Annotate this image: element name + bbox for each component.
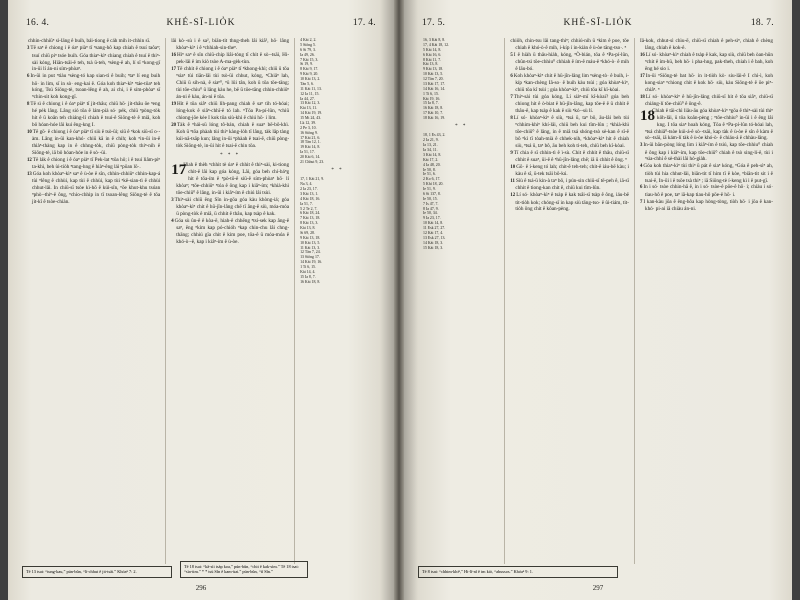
verse-number: 6	[510, 73, 513, 79]
crossref-line: 6 Si 137, 8.	[423, 191, 441, 196]
crossref-line: 10 Kài 13, 5.	[423, 72, 444, 77]
crossref-line: 5 Siōng 5.	[300, 42, 316, 47]
crossref-line: 10 Kài 14, 8.	[423, 221, 444, 226]
crossref-line: Ia 51, 17.	[300, 150, 315, 155]
right-column-crossrefs	[418, 38, 504, 564]
left-column-text-1	[22, 38, 165, 564]
crossref-line: 9 Kài 13, 18.	[423, 67, 444, 72]
crossref-line: 12 Kài 17, 4.	[423, 230, 444, 235]
verse	[510, 94, 629, 115]
verse	[640, 142, 773, 163]
crossref-line: Kài 19, 16.	[423, 96, 441, 101]
verse-number: 7	[510, 94, 513, 100]
crossref-line: 20 Kài 6, 14.	[300, 155, 321, 159]
crossref-line: 2 Ia 23, 17.	[300, 187, 318, 191]
verse-number: 12	[27, 157, 32, 163]
verse-number: 3	[171, 197, 174, 203]
crossref-line: 16, 3 Kài 8, 8.	[423, 38, 446, 42]
left-running-head-right: 17. 4.	[352, 18, 376, 28]
left-page-columns	[22, 38, 380, 564]
crossref-line: Ie 50, 8.	[423, 167, 436, 172]
crossref-line: 13 Esk 27, 13.	[423, 235, 446, 240]
crossref-line: 9 Kài 13, 18.	[300, 235, 321, 240]
verse-text: Lí só· khòaⁿ-kìⁿ ê siù, ⁿtsá ū, taⁿ bô, āu-lâi beh tùi ⁿchhim-khiⁿ khí-lâi, chiū beh kui tîm-lûn ; ⁿkhià-khì tōe-chiū⁰ ê lâng, in ê miâ tsá shóng-tsò sè-kan ê sî-ê bô ⁿkì tī tòah-mià ê chhek-nih, ⁿkhòaⁿ-kìⁿ hit ê chiah siù, ⁿtsá ū, taⁿ bô, āu beh koh ti-teh, chiū beh kî-kòai.	[513, 114, 629, 149]
verse-text: Tē chhit ê chiong i ê óaⁿ piàⁿ tī ⁿkhong-khì; chiū ū tōa ⁿsiaⁿ tùi tiān-lāi tùi tsò-ūi chhut, kóng, ⁿChiâⁿ lah, Chiū ū sih-nà, ê siaⁿ⁰, ⁿū lûi tân, koh ū tōa tōe-tāng; tùi tōe-chiu⁰ ū lâng kàu he, bē ū tōe-tāng chhin-chhiūⁿ án-ni ê kàu, án-ni ê tōa.	[176, 65, 290, 100]
verse-number: 10	[27, 130, 32, 136]
chapter-number: 17	[171, 162, 187, 179]
crossref-line: 2 Pe 3, 10.	[300, 125, 317, 130]
crossref-line: 3 Kài 13, 1.	[300, 191, 319, 196]
crossref-line: 11 Kài 13, 3.	[300, 245, 321, 250]
verse-number: 4	[639, 164, 643, 170]
verse	[510, 52, 629, 73]
left-folio: 296	[195, 584, 207, 592]
crossref-line: 14 Kài 16, 14.	[423, 86, 446, 91]
verse	[640, 94, 773, 108]
verse	[27, 129, 160, 157]
verse-text: Siù ê tsá-ū kin-à taⁿ bô, i pún-sin chiū-sī tē-peh ê, iā-sī chhit ê tiong-kan chit ê, chiū kui tîm-lûn.	[515, 178, 629, 192]
crossref-line: 15 Kài 18, 3.	[423, 245, 444, 250]
verse-text: Tī chia ê sī chhin-tì ê ì-sù. Chit ê chhit ê thâu, chiū-sī chhit ê suaⁿ, ūi-ê ê ⁿhū-jîn-lâng chē; iā ū chhit ê ông. ⁿ	[513, 149, 629, 163]
crossref-line: 10 Kài 13, 2.	[300, 77, 321, 81]
crossref-line: 12 Ia 11, 15.	[300, 91, 320, 96]
crossref-line: 16 Kài 18, 8.	[423, 106, 444, 111]
verse-number: 4	[171, 218, 174, 224]
verse	[171, 122, 289, 150]
verse-text: Tē sì ê chiong i ê óaⁿ piàⁿ tī jit-thâu; chiū hō· jit-thâu ōe ⁿeng hé pėk lâng. Lâng sió tōa ê lám-pià só· pėk, chiū ⁿpòng-tòk hit ê ū koân teh chiáng-lí chiah ê tsuí-ê Siōng-tè ê miâ, koh bô hóan-hóe lâi kui êng-kng I.	[30, 101, 161, 129]
verse-number: 17	[639, 73, 645, 79]
verse-text: I ê hiàh ū thâu-hiàh, kóng, ⁿÒ-bián, tōa ê ⁿPa-pí-lûn, chûn-tsì tōe-chhiu⁰ chhiah ê ím-ê máu-ê ⁿkhó-ò· ê mih ê lāu-bó.	[513, 51, 629, 72]
crossref-line: 17, 4 Kài 18, 12.	[423, 42, 450, 47]
crossref-line: 7 Kài 13, 18.	[300, 216, 321, 221]
verse	[510, 164, 629, 178]
verse-number: 11	[510, 179, 515, 184]
verse	[510, 178, 629, 192]
crossref-line: Ia 51, 7.	[300, 201, 313, 206]
left-page	[8, 0, 394, 600]
verse-text: In-ūi in put ⁿtiàu ⁿsèng-tó kap sian-tì ê buih; ⁿtaⁿ lí eng buih hō· in lim, sī in sò· eng-kai ê. Góa koh thiaⁿ-kìⁿ ⁿtáe-tôaⁿ teh kóng, Tsú Siōng-tè, tsoan-lêng ê ah, ai chi, i ê sím-phòaⁿ sī ⁿchin-sit koh kong-gī.	[30, 73, 161, 101]
crossref-line: 12 Tàn 7, 24.	[300, 250, 321, 255]
verse-text: lâi kò·-sù i ê sa², biān-tit thng-theh lâi kiâ², hō· lâng khòaⁿ-kìⁿ i ê ⁿchhiah-sin-theⁿ.	[171, 38, 290, 51]
verse-text: Thiⁿ-sài tùi góa kóng, Lí siàⁿ-mī kî-kòai? góa beh chiong hit ê ò-biat ê hū-jîn-lâng, kap tōe-ê ê ū chhit ê thâu-ê, kap tsàp ê kak ê siù ⁿkó·-sù lí.	[513, 93, 629, 114]
verse-number: 16	[171, 52, 176, 58]
refs-separator: * *	[331, 167, 344, 173]
verse	[171, 218, 289, 246]
crossref-line: 11 Esk 27, 27.	[423, 226, 446, 230]
chapter-opening	[640, 108, 773, 142]
verse	[171, 197, 289, 218]
crossref-line: 9 Ia 23, 17.	[423, 216, 441, 221]
verse-text: Góa sù ûn-ê ê kòa-ē, hiah-ê chhēng ⁿtsí-sek kap âng-ê saⁿ, ēng ⁿkim kap pó-chióh ⁿkap chin-chu lâi chng-thāng; chhiú gīa chit ê kim poe, tōa-ê ū móa-móa ê khó-ò·-ê, kap i kiâⁿ-ím ê ù-òe.	[174, 217, 290, 245]
right-column-text-2	[634, 38, 778, 564]
crossref-line: 8 Ia 47, 9.	[423, 206, 439, 211]
crossref-line: 7 Is 47, 7.	[423, 201, 439, 206]
crossref-line: 21 Chhut 9, 23.	[300, 159, 325, 164]
right-folio: 297	[592, 584, 604, 592]
verse-number: 17	[171, 66, 176, 72]
crossref-line: Si 19, 9.	[300, 62, 314, 67]
verse-text: chhin-chhiūⁿ sì-lāng ê buih, bái-tiong ê cáh mih it-chhin sī.	[28, 38, 151, 44]
crossref-line: 3 Kài 14, 8.	[423, 152, 442, 157]
crossref-line: 14 Kài 19, 16.	[300, 260, 323, 265]
left-page-gutter-shadow	[380, 0, 394, 600]
book-gutter	[394, 0, 404, 600]
verse-number: 20	[171, 122, 176, 128]
crossref-line: 5 Kài 14, 8.	[423, 47, 442, 52]
verse-text: Tē lák ê chiong i ê óaⁿ piàⁿ tī Pek-lat ⁿtōa hô; i ê tsuí liâm-piⁿ ta-khì, beh ùi-tiòh ⁿtang-hng ê hiàⁿ-êng lái ⁿpōan lō·.	[32, 156, 161, 171]
left-footnote-2: Tē 18 tsat: “kā-sìi tsàp koa,” pún-bûn, “chit ê kak-sìm.” Tē 18 tsat: “sìa-tim.” * * tsù Sîn ê kam-ùai.” pún-bûn, “tī Sîn.”	[180, 561, 308, 578]
verse	[171, 66, 289, 101]
crossref-line: 11 Kài 11, 13.	[300, 86, 322, 91]
verse	[640, 73, 773, 94]
crossref-line: 5 Khí 18, 20.	[423, 182, 444, 187]
verse	[510, 192, 629, 213]
crossref-line: 19 Kài 14, 8.	[300, 145, 321, 150]
verse-number: 8	[27, 102, 30, 108]
crossref-line: Ia 44, 27.	[300, 96, 315, 101]
verse-text: Tē gō· ê chiong i ê óaⁿ piàⁿ tī siù ê tsò-ūi; siū ê ⁿkok siū-sī o·-àm. Lâng in-ūi kan-khó· chiū kā in ê chih; koh ⁿin-ūi in-ê thiàⁿ-thàng kap in ê chhng-tòk, chiū pòng-tòk thiⁿ-nih ê Siōng-tè, iā bô hóan-hóe in ê sò·-ūi.	[32, 129, 161, 157]
verse	[27, 45, 160, 73]
crossref-line: Ie 50, 15.	[423, 196, 438, 201]
crossref-line: 14 Kài 19, 19.	[300, 111, 323, 116]
crossref-line: 2 Ko 6, 17.	[423, 177, 441, 182]
crossref-line: Si 69, 28.	[300, 230, 315, 235]
verse-number: 7	[639, 199, 643, 205]
verse-number: 6	[639, 185, 643, 191]
crossref-line: Tàn 5, 6.	[300, 81, 314, 86]
crossref-line: 8 Kài 13, 3.	[300, 221, 319, 226]
left-running-head	[26, 18, 376, 32]
chapter-number: 18	[639, 108, 655, 124]
verse-text: Lí só· khòaⁿ-kìⁿ chiah ê tsàp ê kak, kap siù, chiū beh òan-hūn ⁿchit ê ím-hū, beh hō· i pha-hng, pak-theh, chiah i ê bah, koh ēng hé sio i.	[644, 51, 773, 72]
crossref-line: Ie 51, 6.	[423, 172, 436, 177]
verse-number: 13	[27, 172, 32, 178]
verse	[171, 38, 289, 52]
verse	[171, 52, 289, 66]
verse-number: 10	[510, 164, 516, 170]
right-footnote-1: Tē 8 tsat: “chhim-khiⁿ,” Hi-lī-nî ê im kiò, “abussos.” Khóaⁿ 9: 1.	[418, 566, 618, 578]
crossref-line: 1 Ti 6, 15.	[423, 91, 439, 96]
verse	[640, 52, 773, 73]
refs-separator: * *	[455, 123, 468, 129]
crossref-line: 6 Kài 18, 24.	[300, 211, 321, 216]
crossref-line: 14 Kài 18, 3.	[423, 240, 444, 245]
crossref-line: 4 Ia 48, 20.	[423, 162, 441, 167]
verse	[640, 184, 773, 198]
crossref-line: Kài 13, 8.	[423, 62, 439, 67]
verse-number: 9	[510, 150, 513, 156]
crossref-line: 10 Kài 13, 5.	[300, 240, 321, 245]
crossref-line: 18 Tàn 12, 1.	[300, 140, 321, 145]
verse	[510, 115, 629, 150]
verse-text: Tàk ê ⁿhái-sū lóng tô-bán, chiah ê suaⁿ bē-bô-khì. Koh ū ⁿtōa phàah tùi thiⁿ kàng-lòh tī lâng, tàk lâp tàng kúi-nā-tsāp kun; lâng in-ūi ⁿphàah ê tsai-ē, chiū pòng-tòk Siōng-tè, in-ūi hit ê tsai-ē chin tōa.	[176, 121, 290, 149]
crossref-line: 13 Kài 12, 3.	[300, 101, 321, 106]
crossref-line: 6 Si 79, 3.	[300, 47, 316, 52]
verse-text: Hit ê tōa siâⁿ chiū lìh-pang chiah ê saⁿ tìh tó-hóai; lóng-kok ê siâⁿ-chhī-ê tó lah. ⁿTōa Pa-pí-lûn, ⁿchiū chìong-jōe kèe I kok tōa siù-khì ê chiú hō· i lim.	[176, 100, 290, 121]
right-running-head	[422, 18, 774, 32]
crossref-line: 7 Kài 15, 3.	[300, 57, 319, 62]
crossref-line: Ie 50, 34.	[423, 211, 438, 216]
left-running-head-title: KHÉ-SĪ-LIỎK	[166, 18, 236, 28]
right-running-head-left: 17. 5.	[422, 18, 446, 28]
verse-text: chiôh, chin-tsu lâi tang-thiⁿ; chhiú-nih ū ⁿkim ê poe, tōe chiah ê khó-ò·ê mih, i-kíp í in-kiàn ê ù-òe tāng-tso·. ⁿ	[510, 38, 629, 51]
crossref-line: 4 Kài 2, 2.	[300, 38, 317, 42]
crossref-line: 16 Siōng 9.	[300, 130, 318, 135]
right-page-columns	[418, 38, 778, 564]
crossref-line: 5 2 Te 2, 7.	[300, 206, 318, 211]
crossref-line: 15 Ia 8, 7.	[423, 101, 439, 106]
crossref-line: 17, 1 Kài 21, 9.	[300, 177, 325, 182]
crossref-line: Ia 13, 21.	[423, 143, 438, 148]
left-footnote-1: Tē 13 tsat: “tung-kau,” pún-bûn, “lí-chhut ê jit-tsāi.” Khóaⁿ 7: 2.	[22, 566, 172, 578]
verse	[27, 73, 160, 101]
crossref-line: 13 Siōng 17.	[300, 255, 320, 260]
verse	[27, 157, 160, 171]
crossref-line: 8 Kài 11, 7.	[423, 57, 442, 62]
verse	[510, 73, 629, 94]
crossref-line: 8 Kài 9, 17.	[300, 67, 319, 72]
right-page	[404, 0, 792, 600]
verse-text: In-ūi bān-pòng lóng lim i kiâⁿ-ím ê tsiú, kap tōe-chhiu⁰ chiah ê ông kap i kiâⁿ-ím, kap tōe-chiū⁰ chiah ê tsò sing-lí-ê, tùi i ⁿsìa-chhí ê sè-thài lâi hó-giàh.	[643, 142, 773, 163]
verse-text: Chiah ê tāi-chì liâu-āu góa khòaⁿ-kìⁿ ⁿgōa ê thiⁿ-sài tùi thiⁿ kôh-lâi, ū tōa koân-pèng ; ⁿtōe-chhiu⁰ in-ūi i ê êng lâi kng. I tōa siaⁿ hoah kóng, Tōa ê ⁿPa-pí-lûn tó-hóai lah, ⁿtsá chhiâ⁰-tsòe kúi-á-ê sò·-tsāi, kap tàk ê ù-òe ê sîn ê kàm ê sò·-tsāi, iā kám-lí tàk ê ù-òe khó-ò· ê chiáu-á ê chhàu-lâng.	[644, 108, 773, 142]
verse	[27, 171, 160, 206]
verse-text: Lí só· khòaⁿ-kìⁿ ê hū-jîn-lâng chiū-sī hit ê tōa siâⁿ, chiū-sī chiáng-lí tōe-chiū⁰ ê ông-ê.	[644, 93, 773, 108]
crossref-line: 18 Kài 16, 19.	[423, 116, 446, 120]
verse-text: Thiⁿ-sài chiū ēng Sîn in-gōa góa kàu khòng-iá; góa khòaⁿ-kìⁿ chit ê hū-jîn-lâng chē tī âng-ê siù, móa-móa ū pòng-tòk ê miâ, ū chhit ê thâu, kap tsàp ê kak.	[174, 196, 290, 217]
verse-number: 16	[639, 52, 645, 58]
verse	[640, 38, 773, 52]
crossref-line: 17 Kài 21, 6.	[300, 135, 321, 140]
verse	[510, 38, 629, 52]
verse-number: 3	[27, 46, 30, 52]
crossref-line: 2 Ia 21, 9.	[423, 138, 439, 143]
chapter-opening	[171, 162, 289, 196]
verse-number: 8	[510, 115, 513, 121]
crossref-line: Kài 17, 2.	[423, 157, 439, 162]
right-page-gutter-shadow	[404, 0, 418, 600]
verse-text: Iâ-kok, chhut-sì chìu-ē, chiū-sī chiah ê peh-sìⁿ, chiah ê chèng lâng, chiah ê kok-ê.	[639, 38, 773, 51]
crossref-line: 6 Kài 16, 6.	[423, 52, 442, 57]
verse-number: 12	[510, 193, 516, 199]
left-running-head-left: 16. 4.	[26, 18, 50, 28]
verse-text: I kan-kàu jōa ê êng-hôa kap hòng-tòng, tiòh hō· i jōa ê kan-khó· pi-ai iā chiàu án-ni.	[643, 198, 773, 212]
verse	[27, 38, 160, 45]
verse-number: 18	[639, 94, 645, 100]
crossref-line: 9 Kài 9, 20.	[300, 72, 319, 77]
crossref-line: Kài 13, 11.	[300, 106, 318, 111]
verse-text: In i só· tsòe chhin-hā ê, in i só· tsòe-ê pōe-ê hō· i; chiàu i só· tiau-hô ê poe, taⁿ iā-kap tiau-hô pōe-ê hō· i.	[643, 184, 773, 198]
verse	[640, 199, 773, 213]
crossref-line: 4 Kài 18, 16.	[300, 196, 321, 201]
right-running-head-title: KHÉ-SĪ-LIỎK	[563, 18, 633, 28]
left-column-crossrefs	[294, 38, 380, 564]
crossref-line: 18, 1 Es 43, 2.	[423, 133, 446, 138]
verse-number: 19	[171, 101, 176, 107]
verse	[640, 163, 773, 184]
verse-text: In-ūi ⁿSiōng-tè bat hō· in it-tiòh kò· siu-lāi-ê I chì-ì, koh kong-siaⁿ ⁿchiong chit ê kok hō· siù, kàu Siōng-tè ê ōe piⁿ-chiâⁿ. ⁿ	[644, 72, 773, 93]
crossref-line: 13 Kài 17, 17.	[423, 81, 446, 86]
right-column-text-1	[504, 38, 634, 564]
crossref-line: Ie 51, 9.	[423, 187, 436, 191]
verse	[171, 101, 289, 122]
verse-number: 5	[510, 52, 513, 58]
crossref-line: Kài 13, 8.	[300, 226, 316, 230]
crossref-line: Lk 12, 39.	[300, 120, 317, 125]
crossref-line: 16 Kài 18, 8.	[300, 279, 321, 284]
verse-number: 6	[27, 74, 30, 80]
crossref-line: 17 Kài 10, 7.	[423, 111, 444, 116]
verse-text: Hiⁿ saⁿ ê sîn chiū-chip liâi-tóng tī chit ê sò·-tsāi, Hi-pek-lâi ê im kiò tsòe A-ma-gėk-tùn.	[176, 51, 290, 66]
crossref-line: 15 Ia 8, 7.	[300, 274, 316, 279]
verse	[510, 150, 629, 164]
section-separator: * * *	[220, 152, 241, 158]
verse-text: Hiah ê thèh ⁿchhit tè óaⁿ ê chhit ê thiⁿ-sài, ki-tiong chit-ê lâi kap góa kóng, Lâi, góa beh chí-báⁿg hit ê tōa-ím ê ⁿpò-tō-ê siū-ê sím-phòaⁿ hō· lí khòaⁿ; ⁿtōe-chhiūⁿ ⁿtóa ê ông kap i kiâⁿ-ím; ⁿkhià-khì tōe-chiū⁰ ê lâng, in-ūi i kiâⁿ-ím ê chiú lâi tsùi.	[176, 162, 290, 196]
crossref-line: 15 Mt 24, 43.	[300, 116, 322, 120]
crossref-line: Ia 34, 11.	[423, 148, 438, 152]
verse-text: Góa koh thiaⁿ-kìⁿ tùi thiⁿ ū pát ê siaⁿ kóng, ⁿGóa ê peh-sìⁿ ah, tiòh tùi hia chhut-lâi, biān-tit tī him tī ê kòe, ⁿbiān-tit sit i ê tsai-ē, In-ūi i ê tsōe tsà thiⁿ ; iā Siōng-tè í-keng kì i ê put-gī.	[643, 163, 773, 184]
crossref-line: 12 Tàn 7, 20.	[423, 77, 444, 81]
verse	[27, 101, 160, 129]
verse-text: Tē saⁿ ê chiong i ê óaⁿ piàⁿ tī ⁿsang-hô kap chiah ê tsuí taôaⁿ; tsuí chiū piⁿ tsóe buih. Góa thiaⁿ-kìⁿ chiang chiah ê tsuí ê thiⁿ-sài kóng, Hiān-tsāi-ê teh, tsà ū-teh, ⁿsèng-ê ah, lí sī ⁿkong-gī in-ūi lí án-ni sím-phòaⁿ.	[30, 45, 161, 73]
verse-text: Góa koh khòaⁿ-kìⁿ saⁿ ê ù-òe ê sîn, chhin-chhiūⁿ chhin-kap-á tùi ⁿlêng ê chhùi, kap tùi ê chhùi, kap tùi ⁿkê-sian-tì ê chhùi chhut-lâi. In chiū-sī tsòe kì-hō ê kúi-sîn, ⁿōe khut-khu tsóan ⁿphò·-thiⁿ-ê ông, ⁿchio-chhip in tī tsoan-lêng Siōng-tè ê tōa jit-kî ê tsòe-chiàn.	[32, 171, 161, 206]
left-column-text-2	[165, 38, 294, 564]
verse-number: 3	[639, 143, 643, 149]
right-running-head-right: 18. 7.	[750, 18, 774, 28]
crossref-line: Ia 49, 26.	[300, 52, 315, 57]
crossref-line: 1 Ti 6, 15.	[300, 265, 316, 269]
verse-text: Lí só· khòaⁿ-kìⁿ ê tsàp ê kak tsâi-sī tsàp ê ông, iáu-bē tit-tiòh kok; chóng-sī in kap siù tāng-tso· ê ûi-tiám, tit-tiòh ông chit ê kôan-pèng.	[515, 192, 629, 213]
verse-text: Koh khòaⁿ-kìⁿ chit ê hū-jîn-lâng lim ⁿsèng-tò· ê buih, i-kíp ⁿkan-chèng Iâ-so· ê buih kàu tsùi ; góa khòaⁿ-kìⁿ, chiū tōa kî tsùi ; góa khòaⁿ-kìⁿ, chiū tōa kî kî-kòai.	[513, 72, 629, 93]
verse-text: Gō· ê í-keng tó lah; chit-ê teh-teh; chit-ê iáu-bē kàu; i kàu ê sî, ū-tek tsāi bô-kú.	[515, 163, 629, 178]
crossref-line: Na 3, 4.	[300, 182, 313, 187]
crossref-line: Kài 14, 4.	[300, 269, 316, 274]
